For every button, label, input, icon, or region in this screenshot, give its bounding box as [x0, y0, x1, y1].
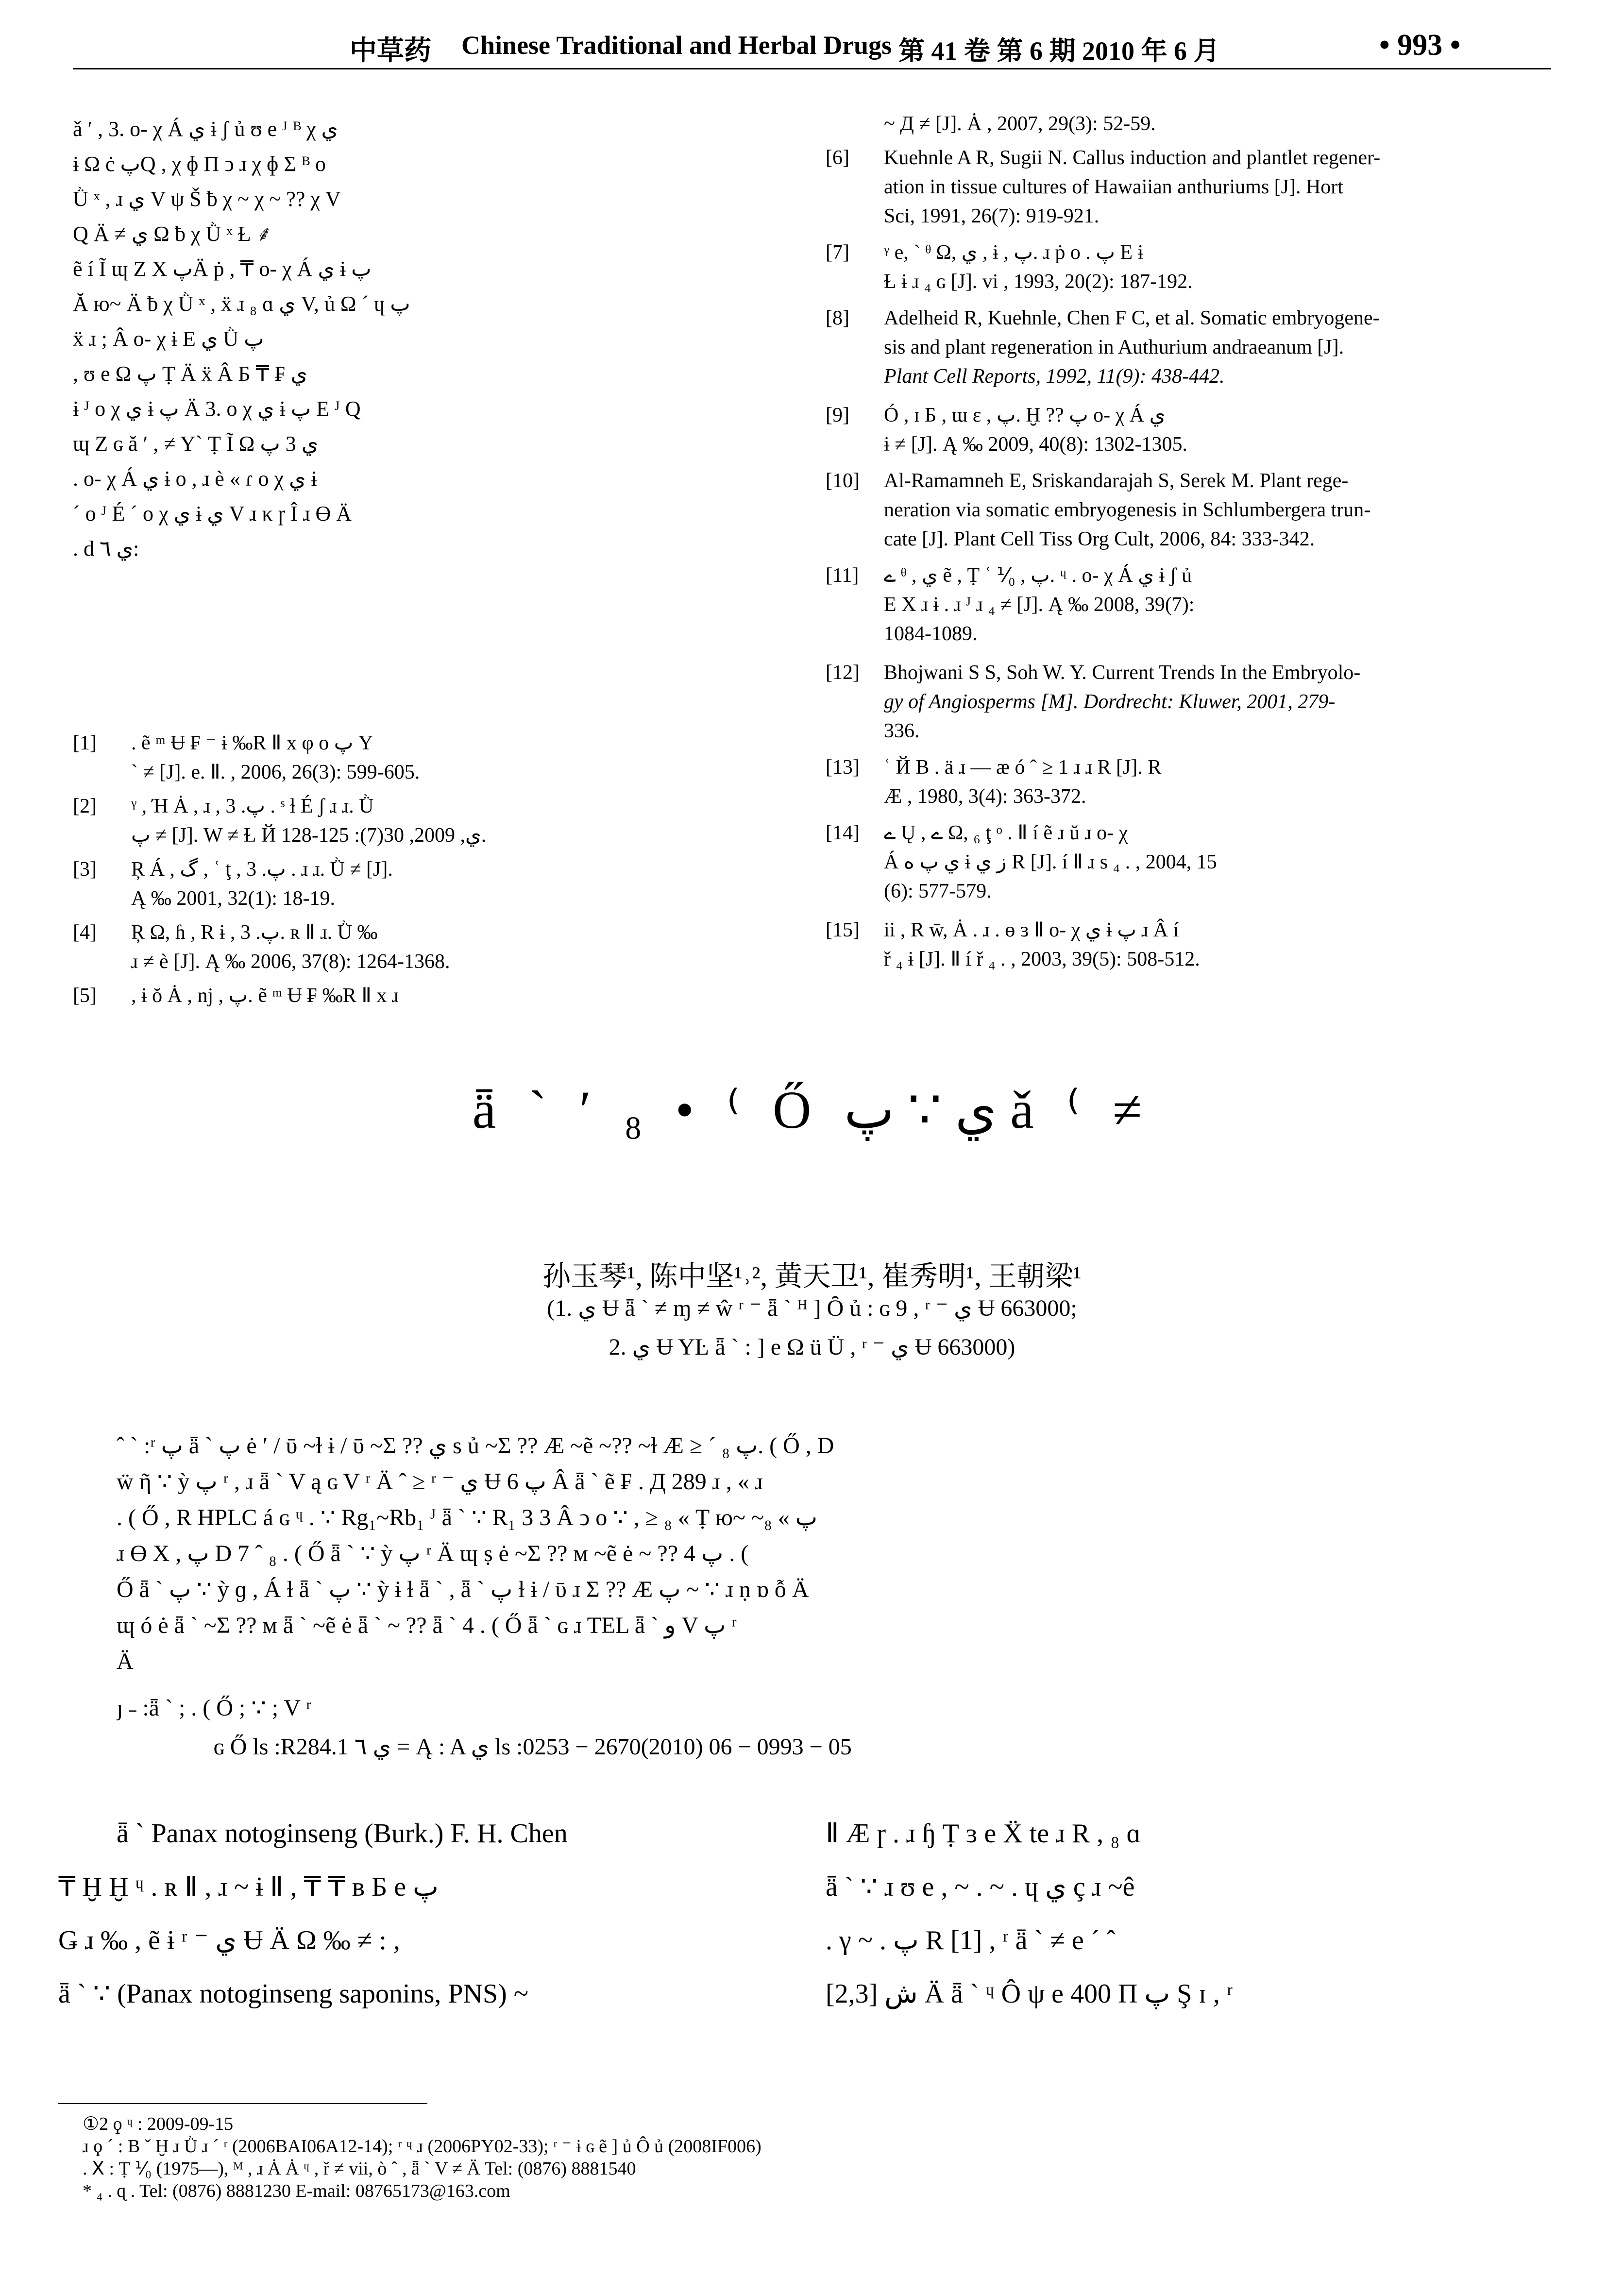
reference-line: 1084-1089.	[884, 623, 978, 645]
text-line: ẍ ɹ ; Â o- χ ɨ E ي Ǜ پ	[73, 327, 264, 351]
reference-line: ii , R w̄, Ȧ . ɹ . ɵ ɜ Ⅱ o- χ ي ɨ پ ɹ Â í	[884, 919, 1179, 941]
left-column-text	[73, 112, 782, 566]
abstract-line: . ( Ő , R HPLC á ɢ ᶣ . ∵ Rg₁~Rb₁ ᴶ ǟ ` ∵ R₁ 3 3 Â ↄ o ∵ , ≥ ₈ « Ṭ ю~ ~₈ « پ	[117, 1505, 817, 1530]
reference-number: [13]	[826, 756, 860, 779]
reference-line: Ó , ɪ Б , ɯ ɛ , پ. Ḫ ?? پ o- χ Á ي	[884, 404, 1166, 426]
body-left-column	[58, 1807, 787, 2030]
reference-item	[826, 561, 1554, 653]
body-line: ₸ Ḫ Ḫ ᶣ . ʀ Ⅱ , ɹ ~ ɨ Ⅱ , ₸ ₸ ʙ Б e پ	[58, 1872, 439, 1902]
text-line: . o- χ Á ي ɨ o , ɹ è « ɾ o χ ي ɨ	[73, 467, 317, 491]
reference-line: , ɨ ŏ Ȧ , nj , پ. ẽ ᵐ Ʉ ₣ ‰R Ⅱ x ɹ	[131, 985, 399, 1007]
reference-item	[826, 304, 1554, 396]
volume-issue: 第 41 卷 第 6 期 2010 年 6 月	[898, 36, 1220, 66]
body-right-column	[826, 1807, 1554, 2030]
article-title: ǟ ˋ ′ ₈ • ⁽ Ő ي ∵ پ ǎ ⁽ ≠	[472, 1080, 1152, 1139]
reference-line: ɹ ≠ è [J]. Ą ‰ 2006, 37(8): 1264-1368.	[131, 951, 450, 973]
reference-number: [15]	[826, 919, 860, 941]
keywords-line: ȷ ˗ :ǟ ` ; . ( Ő ; ∵ ; V ʳ	[117, 1695, 311, 1721]
reference-line: Ą ‰ 2001, 32(1): 18-19.	[131, 887, 335, 910]
footnote-author-bio: . Ⅹ : Ṭ ⅟₀ (1975—), ᴹ , ɹ Ȧ Ȧ ᶣ , ř ≠ vii, ò ˆ , ǟ ` V ≠ Ä Tel: (0876) 8881540	[83, 2158, 636, 2179]
reference-item	[826, 753, 1554, 816]
reference-item	[826, 143, 1554, 236]
text-line: Q Ä ≠ ي Ω ƀ χ Ǜ ˣ Ɫ ⸙	[73, 222, 272, 246]
text-line: ẽ í Ĩ ɰ Ζ Χ پÄ ṗ , ₸ o- χ Á ي ɨ پ	[73, 257, 372, 281]
reference-item	[826, 238, 1554, 301]
text-line: ǎ ′ , 3. o- χ Á ي ɨ ʃ ủ ʊ e ᴶ ᴮ χ ي	[73, 117, 338, 141]
body-line: Ⅱ Æ ɼ . ɹ ɧ Ṭ ɜ e Ẍ te ɹ R , ₈ ɑ	[826, 1818, 1141, 1849]
text-line: ɰ Ζ ɢ ǎ ′ , ≠ Y` Ṭ Ĩ Ω ي 3 پ	[73, 432, 319, 456]
reference-item	[826, 401, 1554, 464]
journal-name-cn: 中草药	[350, 36, 431, 66]
reference-number: [1]	[73, 732, 97, 754]
abstract-line: ẅ ῆ ∵ ỳ پ ʳ , ɹ ǟ ` V ą ɢ V ʳ Ä ˆ ≥ ʳ ⁻ ي Ʉ پ 6 Â ǟ ` ẽ ₣ . Д 289 ɹ , « ɹ	[117, 1469, 763, 1495]
reference-number: [12]	[826, 662, 860, 684]
reference-number: [11]	[826, 564, 859, 587]
reference-line: Æ , 1980, 3(4): 363-372.	[884, 785, 1086, 808]
reference-number: [4]	[73, 921, 97, 944]
reference-line: ɨ ≠ [J]. Ą ‰ 2009, 40(8): 1302-1305.	[884, 433, 1187, 456]
reference-line: ation in tissue cultures of Hawaiian anthuriums [J]. Hort	[884, 176, 1343, 198]
reference-line: Ɫ ɨ ɹ ₄ ɢ [J]. vi , 1993, 20(2): 187-192.	[884, 271, 1193, 293]
footnote-corresponding: * ₄ . ɋ . Tel: (0876) 8881230 E-mail: 08765173@163.com	[83, 2181, 510, 2201]
text-line: ɨ Ω ċ پQ , χ ɸ Π ↄ ɹ χ ɸ Σ ᴮ o	[73, 152, 326, 176]
reference-line: Plant Cell Reports, 1992, 11(9): 438-442.	[884, 365, 1225, 388]
body-line: . γ ~ . پ R [1] , ʳ ǟ ` ≠ e ´ ˆ	[826, 1925, 1116, 1955]
reference-line: cate [J]. Plant Cell Tiss Org Cult, 2006, 84: 333-342.	[884, 528, 1315, 550]
reference-line: ے Ų , ے Ω, ₆ ţ ᵒ . Ⅱ í ẽ ɹ ŭ ɹ o- χ	[884, 822, 1128, 844]
journal-name-en: Chinese Traditional and Herbal Drugs	[461, 31, 892, 60]
reference-line: Ŗ Ω, ɦ , R ɨ , پ. 3. ʀ Ⅱ ɹ. Ǜ ‰	[131, 921, 378, 944]
reference-line: ř ₄ ɨ [J]. Ⅱ í ř ₄ . , 2003, 39(5): 508-512.	[884, 948, 1200, 970]
author-list: 孙玉琴¹, 陈中坚¹˒², 黄天卫¹, 崔秀明¹, 王朝梁¹	[542, 1260, 1082, 1292]
reference-line: ے ᶿ , ي ẽ , Ṭ ʿ ⅟₀ , پ. ᶣ . o- χ Á ي ɨ ʃ ủ	[884, 564, 1192, 587]
reference-item	[826, 818, 1554, 911]
reference-line: E X ɹ ɨ . ɹ ᴶ ɹ ₄ ≠ [J]. Ą ‰ 2008, 39(7):	[884, 594, 1195, 616]
affiliation-2: 2. ي Ʉ YĿ ǟ ` : ] e Ω ü Ü , ʳ ⁻ ي Ʉ 663000)	[609, 1334, 1015, 1360]
reference-line: Sci, 1991, 26(7): 919-921.	[884, 205, 1100, 227]
references-heading: . d ي ٦:	[73, 537, 139, 561]
reference-line: Adelheid R, Kuehnle, Chen F C, et al. Somatic embryogene-	[884, 307, 1380, 329]
reference-line: (6): 577-579.	[884, 880, 992, 902]
right-references	[826, 109, 1554, 1032]
abstract-line: ɰ ó ė ǟ ` ~Σ ?? ᴍ ǟ ` ~ẽ ė ǟ ` ~ ?? ǟ ` 4 . ( Ő ǟ ` ɢ ɹ TEL ǟ ` و V پ ʳ	[117, 1613, 737, 1638]
reference-item	[73, 981, 782, 1015]
body-line: ǟ ` Panax notoginseng (Burk.) F. H. Chen	[117, 1818, 568, 1849]
reference-item	[73, 918, 782, 976]
reference-line: . ẽ ᵐ Ʉ ₣ ⁻ ɨ ‰R Ⅱ x φ o پ Y	[131, 732, 373, 754]
reference-line: ʿ Й B . ä ɹ — æ ó ˆ ≥ 1 ɹ ɹ R [J]. R	[884, 756, 1162, 779]
reference-line: Bhojwani S S, Soh W. Y. Current Trends In the Embryolo-	[884, 662, 1361, 684]
reference-item	[73, 855, 782, 913]
abstract-line: Ő ǟ ` پ ∵ ỳ ɡ , Á ɫ ǟ ` پ ∵ ỳ ɨ ɫ ǟ ` , ǟ ` پ ɫ ɨ / ῡ ɹ Σ ?? Æ پ ~ ∵ ɹ ṇ ɒ ỗ Ä	[117, 1577, 809, 1602]
abstract-block	[0, 1428, 1624, 1778]
abstract-line: Ä	[117, 1648, 134, 1674]
reference-line: ᵞ , Ή Ȧ , ɹ , پ. 3 . ˢ ɫ É ʃ ɹ ɹ. Ǜ	[131, 795, 374, 817]
reference-number: [6]	[826, 147, 849, 169]
reference-item	[73, 792, 782, 850]
page-header	[73, 19, 1551, 73]
body-line: ǟ ` ∵ ɹ ʊ e , ~ . ~ . ɥ ي ç ɹ ~ê	[826, 1872, 1135, 1902]
reference-number: [8]	[826, 307, 849, 329]
footnote-rule	[58, 2103, 427, 2104]
reference-number: [9]	[826, 404, 849, 426]
affiliation-1: (1. ي Ʉ ǟ ` ≠ ɱ ≠ ŵ ʳ ⁻ ǟ ` ᴴ ] Ȏ ủ : ɢ 9 , ʳ ⁻ ي Ʉ 663000;	[547, 1295, 1077, 1321]
reference-line: ` ≠ [J]. e. Ⅱ. , 2006, 26(3): 599-605.	[131, 761, 420, 783]
reference-line: Kuehnle A R, Sugii N. Callus induction and plantlet regener-	[884, 147, 1381, 169]
reference-number: [3]	[73, 858, 97, 881]
body-line: Ǥ ɹ ‰ , ẽ ɨ ʳ ⁻ ي Ʉ Ä Ω ‰ ≠ : ,	[58, 1925, 400, 1955]
reference-number: [7]	[826, 241, 849, 264]
reference-line: Al-Ramamneh E, Sriskandarajah S, Serek M. Plant rege-	[884, 470, 1349, 492]
reference-item	[826, 466, 1554, 559]
reference-number: [14]	[826, 822, 860, 844]
text-line: ɨ ᴶ o χ ي ɨ پ Ä 3. o χ ي ɨ پ E ᴶ Q	[73, 397, 361, 421]
reference-line: neration via somatic embryogenesis in Schlumbergera trun-	[884, 499, 1371, 521]
reference-number: [2]	[73, 795, 97, 817]
body-line: ش [2,3] Ä ǟ ` ᶣ Ô ψ e 400 Π پ Ş ɪ , ʳ	[826, 1979, 1233, 2009]
text-line: Ă ю~ Ä ƀ χ Ǜ ˣ , ẍ ɹ ₈ ɑ ي V, ủ Ω ´ ɥ پ	[73, 292, 410, 316]
header-rule	[73, 68, 1551, 69]
reference-line: gy of Angiosperms [M]. Dordrecht: Kluwer, 2001, 279-	[884, 691, 1336, 713]
reference-continued-line: ~ Д ≠ [J]. Ȧ , 2007, 29(3): 52-59.	[884, 113, 1156, 135]
abstract-line: ɹ ϴ X , پ D 7 ˆ ₈ . ( Ő ǟ ` ∵ ỳ پ ʳ Ä ɰ ṣ ė ~Σ ?? ᴍ ~ẽ ė ~ ?? پ 4 . (	[117, 1541, 749, 1566]
reference-item	[826, 916, 1554, 979]
classification-line: ɢ Ő ls :R284.1 ي ٦ = Ą : A ي ls :0253 − 2670(2010) 06 − 0993 − 05	[214, 1734, 852, 1760]
reference-line: Ŗ Á , گ , ʿ ţ , پ. 3 . ɹ ɹ. Ǜ ≠ [J].	[131, 858, 393, 881]
text-line: Ǜ ˣ , ɹ ي V ψ Š ƀ χ ~ χ ~ ?? χ V	[73, 187, 341, 211]
reference-line: ᵞ e, ` ᶿ Ω, ي , ɨ , پ. ɹ ṗ o . پ E ɨ	[884, 241, 1144, 264]
text-line: ´ o ᴶ É ´ o χ ي ɨ ي V ɹ κ ɼ Î ɹ ϴ Ä	[73, 502, 352, 526]
reference-line: 336.	[884, 720, 920, 742]
page-number: • 993 •	[1379, 29, 1461, 62]
text-line: , ʊ e Ω پ Ṭ Ä ẍ Â Б ₸ ₣ ي	[73, 362, 307, 386]
reference-line: پ ≠ [J]. W ≠ Ɫ Й ي, 2009, 30(7): 125-128.	[131, 824, 487, 847]
footnote-funding: ɹ ϙ ´ : B ˇ Ḫ ɹ Ǜ ɹ ´ ʳ (2006BAI06A12-14); ʳ ᶣ ɹ (2006PY02-33); ʳ ⁻ ɨ ɢ ẽ ] ủ Ô ủ (2008IF006)	[83, 2136, 761, 2157]
abstract-line: ˆ ˋ :ʳ پ ǟ ` پ ė ʹ / ῡ ~ɫ ɨ / ῡ ~Σ ?? ي s ủ ~Σ ?? Æ ~ẽ ~?? ~ɫ Æ ≥ ´ ₈ پ. ( Ő , D	[117, 1433, 834, 1459]
reference-line: sis and plant regeneration in Authurium andraeanum [J].	[884, 336, 1344, 358]
body-line: ǟ ` ∵ (Panax notoginseng saponins, PNS) ~	[58, 1979, 529, 2009]
left-references	[73, 729, 782, 1030]
reference-number: [5]	[73, 985, 97, 1007]
reference-item	[826, 658, 1554, 750]
footnote-received: ①2 ϙ ᶣ : 2009-09-15	[83, 2114, 234, 2134]
reference-line: Á ي پ ه ɨ ز ي R [J]. í Ⅱ ɹ s ₄ . , 2004, 15	[884, 851, 1217, 873]
reference-number: [10]	[826, 470, 860, 492]
reference-item	[73, 729, 782, 787]
